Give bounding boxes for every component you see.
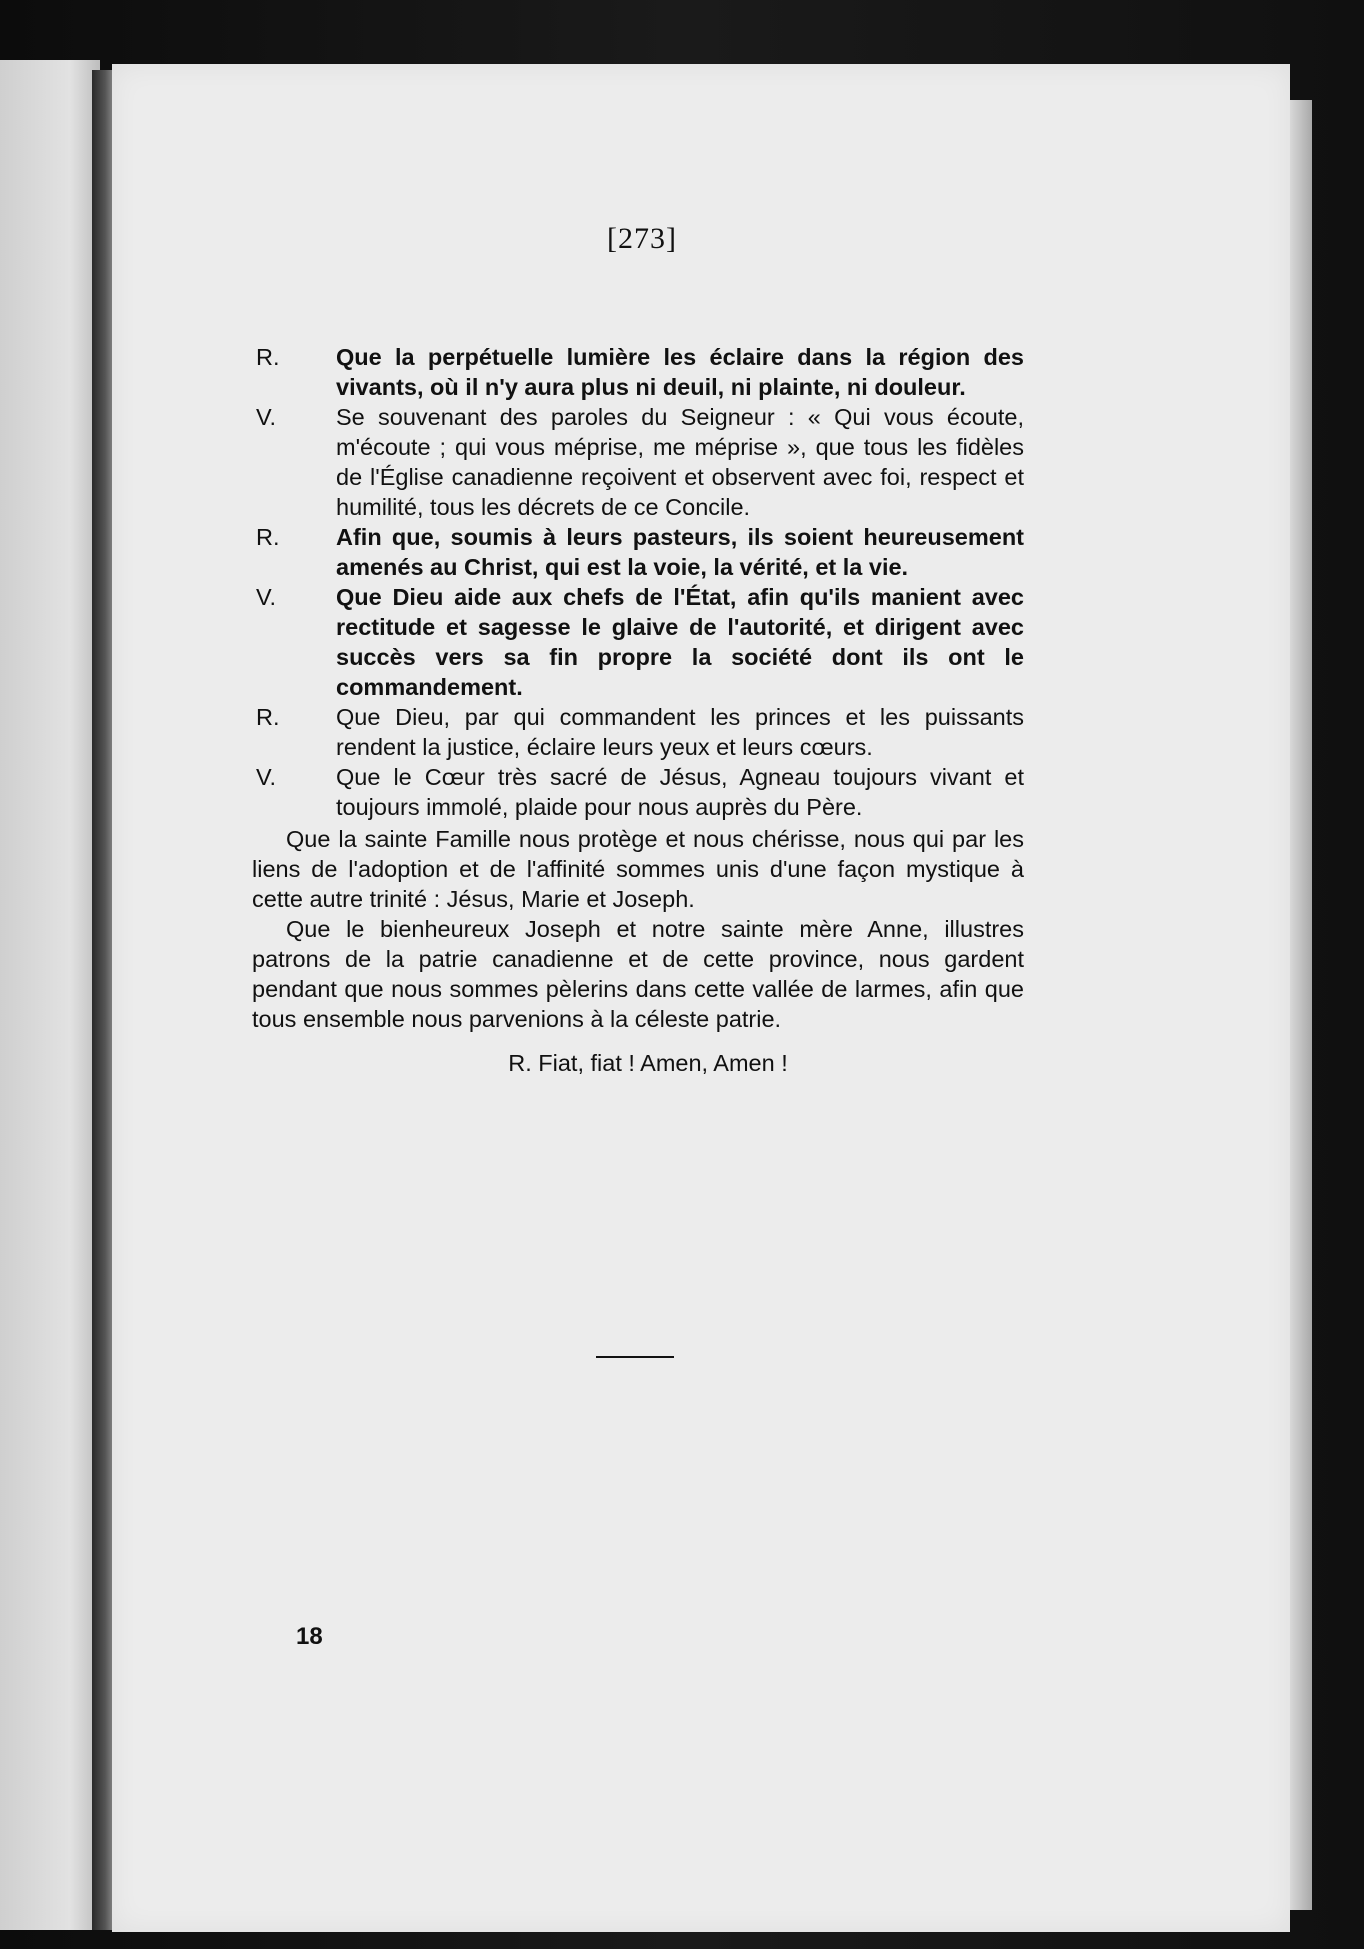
versicle-list [252,342,1024,822]
versicle-item [252,582,1024,702]
versicle-marker: R. [256,704,280,730]
left-page-edge [0,60,100,1930]
prose-block [252,824,1024,1034]
prose-paragraph: Que la sainte Famille nous protège et nous chérisse, nous qui par les liens de l'adoption et de l'affinité sommes unis d'une façon mystique à cette autre trinité : Jésus, Marie et Joseph. [252,826,1024,912]
versicle-item [252,702,1024,762]
versicle-item [252,522,1024,582]
versicle-marker: R. [256,524,280,550]
page-body [252,342,1024,1078]
book-spine [92,70,114,1930]
versicle-marker: V. [256,584,277,610]
versicle-text: Que le Cœur très sacré de Jésus, Agneau toujours vivant et toujours immolé, plaide pour nous auprès du Père. [336,764,1024,820]
versicle-text: Se souvenant des paroles du Seigneur : « Qui vous écoute, m'écoute ; qui vous méprise, me méprise », que tous les fidèles de l'Église canadienne reçoivent et observent avec foi, respect et humilité, tous les décrets de ce Concile. [336,404,1024,520]
versicle-text: Que Dieu, par qui commandent les princes et les puissants rendent la justice, éclaire leurs yeux et leurs cœurs. [336,704,1024,760]
versicle-item [252,342,1024,402]
versicle-text: Que Dieu aide aux chefs de l'État, afin qu'ils manient avec rectitude et sagesse le glaive de l'autorité, et dirigent avec succès vers sa fin propre la société dont ils ont le commandement. [336,584,1024,700]
right-page-edge [1290,100,1312,1910]
versicle-item [252,762,1024,822]
prose-paragraph: Que le bienheureux Joseph et notre sainte mère Anne, illustres patrons de la patrie canadienne et de cette province, nous gardent pendant que nous sommes pèlerins dans cette vallée de larmes, afin que tous ensemble nous parvenions à la céleste patrie. [252,916,1024,1032]
versicle-item [252,402,1024,522]
page-number: 18 [296,1623,323,1650]
versicle-marker: V. [256,764,277,790]
section-rule [596,1356,674,1358]
versicle-marker: R. [256,344,280,370]
versicle-marker: V. [256,404,277,430]
versicle-text: Que la perpétuelle lumière les éclaire dans la région des vivants, où il n'y aura plus ni deuil, ni plainte, ni douleur. [336,344,1024,400]
page-header: [273] [607,222,677,255]
versicle-text: Afin que, soumis à leurs pasteurs, ils soient heureusement amenés au Christ, qui est la voie, la vérité, et la vie. [336,524,1024,580]
closing-response: R. Fiat, fiat ! Amen, Amen ! [508,1050,788,1076]
